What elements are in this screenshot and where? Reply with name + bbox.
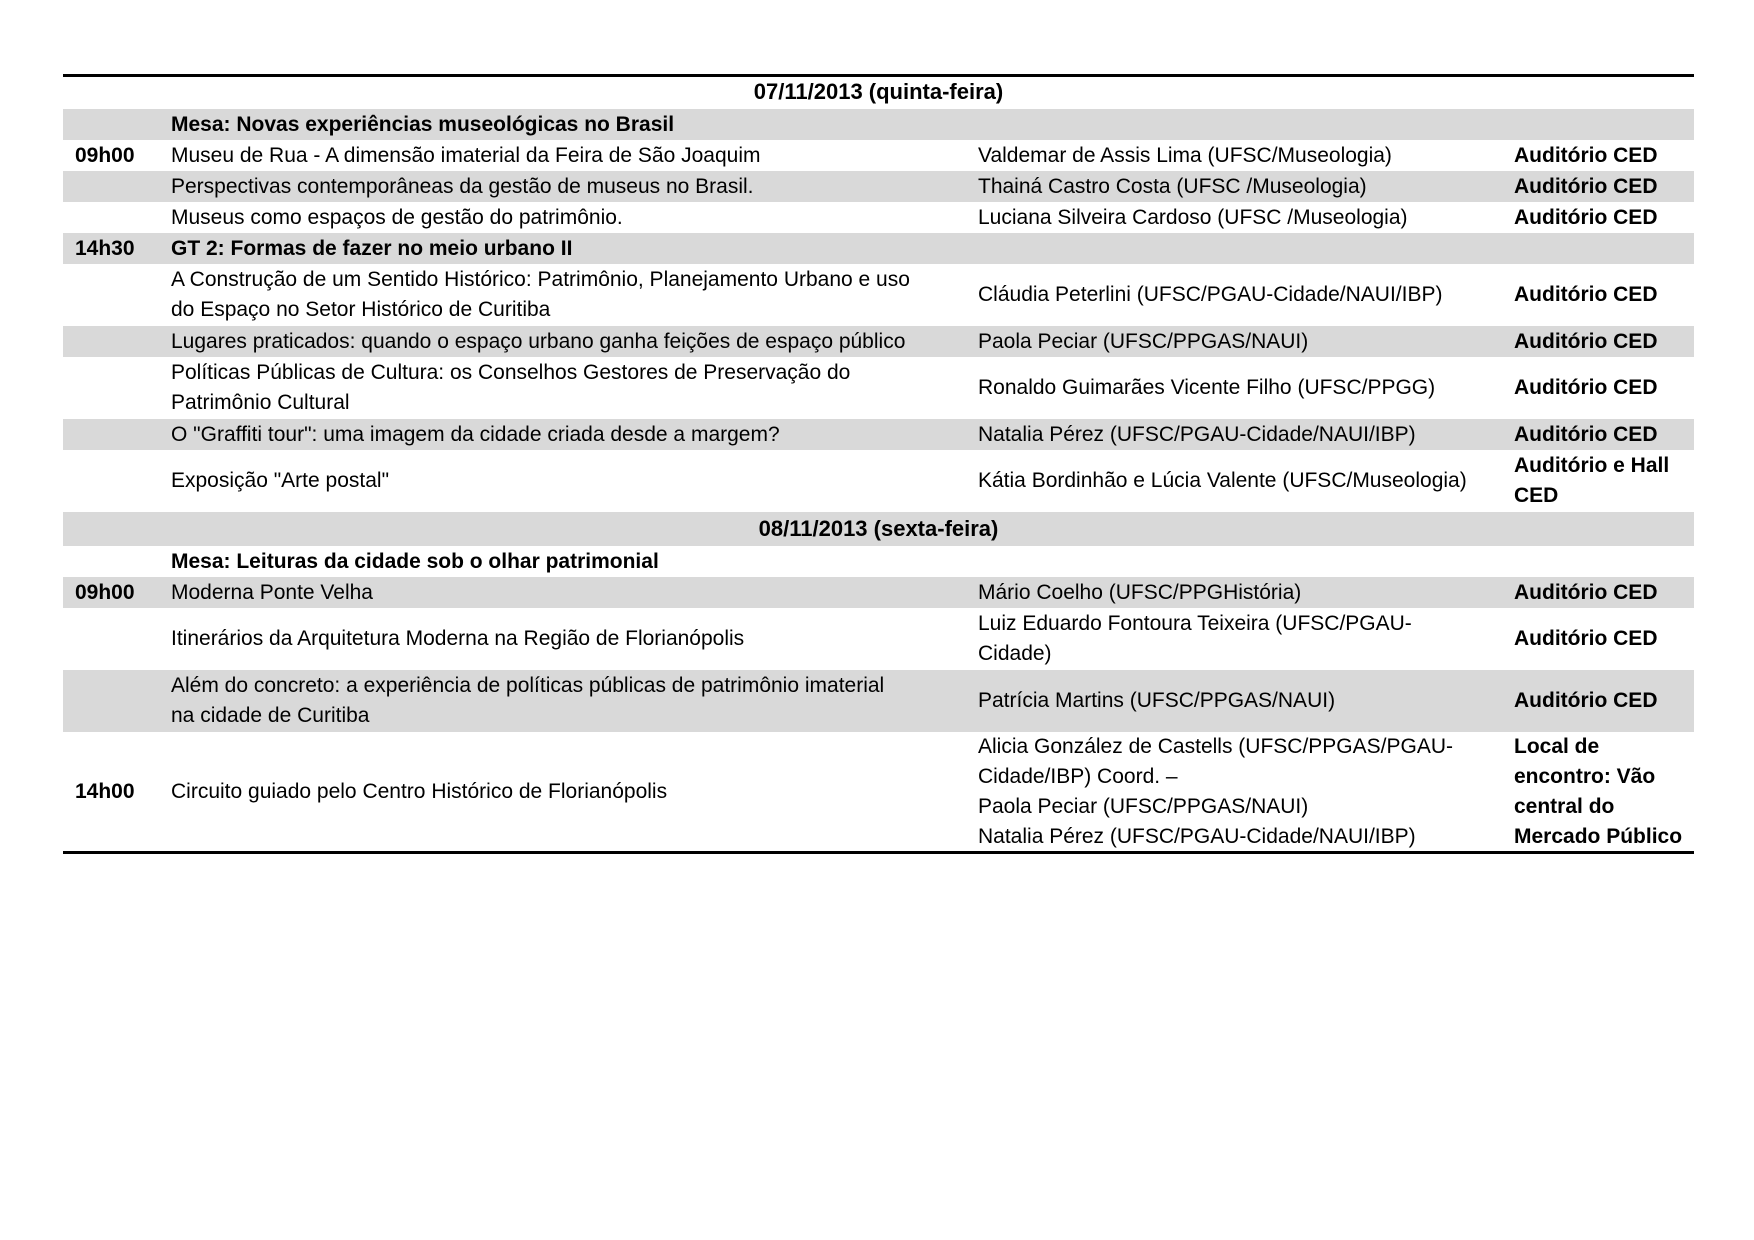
talk-title: Museu de Rua - A dimensão imaterial da Feira de São Joaquim xyxy=(171,143,761,167)
place-cell: Auditório CED xyxy=(1503,326,1694,357)
time-cell: 09h00 xyxy=(63,577,160,608)
time-cell: 09h00 xyxy=(75,143,135,167)
place-cell: Auditório CED xyxy=(1514,283,1658,306)
speaker-cell: Luiz Eduardo Fontoura Teixeira (UFSC/PGAU- Cidade) xyxy=(978,612,1412,665)
place-cell: Auditório e Hall CED xyxy=(1514,454,1670,507)
place-cell: Auditório CED xyxy=(1503,577,1694,608)
table-row xyxy=(63,577,1694,608)
time-cell: 14h00 xyxy=(75,780,135,803)
table-bottom-rule xyxy=(63,851,1694,854)
speaker-cell: Thainá Castro Costa (UFSC /Museologia) xyxy=(967,171,1503,202)
speaker-cell: Cláudia Peterlini (UFSC/PGAU-Cidade/NAUI/IBP) xyxy=(978,283,1443,306)
place-cell: Auditório CED xyxy=(1503,419,1694,450)
session-row xyxy=(63,546,1694,577)
speaker-cell: Alicia González de Castells (UFSC/PPGAS/PGAU- Cidade/IBP) Coord. – Paola Peciar (UFSC/PPGAS/NAUI) Natalia Pérez (UFSC/PGAU-Cidade/NAUI/IBP) xyxy=(978,735,1453,848)
talk-title: O "Graffiti tour": uma imagem da cidade criada desde a margem? xyxy=(160,419,967,450)
talk-title: A Construção de um Sentido Histórico: Patrimônio, Planejamento Urbano e uso do Espaço no Setor Histórico de Curitiba xyxy=(171,268,910,321)
date-heading: 08/11/2013 (sexta-feira) xyxy=(63,512,1694,546)
talk-title: Além do concreto: a experiência de políticas públicas de patrimônio imaterial na cidade de Curitiba xyxy=(160,670,967,732)
table-row xyxy=(63,608,1694,670)
table-row xyxy=(63,140,1694,171)
talk-title: Moderna Ponte Velha xyxy=(160,577,967,608)
table-row xyxy=(63,732,1694,852)
speaker-cell: Valdemar de Assis Lima (UFSC/Museologia) xyxy=(978,143,1392,167)
talk-title: Itinerários da Arquitetura Moderna na Região de Florianópolis xyxy=(171,627,745,650)
session-row xyxy=(63,109,1694,140)
talk-title: Lugares praticados: quando o espaço urbano ganha feições de espaço público xyxy=(160,326,967,357)
date-heading: 07/11/2013 (quinta-feira) xyxy=(753,79,1004,104)
talk-title: Exposição "Arte postal" xyxy=(171,469,390,492)
speaker-cell: Mário Coelho (UFSC/PPGHistória) xyxy=(967,577,1503,608)
table-row xyxy=(63,357,1694,419)
session-title: GT 2: Formas de fazer no meio urbano II xyxy=(160,233,1694,264)
table-row xyxy=(63,450,1694,512)
talk-title: Museus como espaços de gestão do patrimônio. xyxy=(171,205,623,229)
place-cell: Local de encontro: Vão central do Mercado Público xyxy=(1514,735,1683,848)
session-row xyxy=(63,233,1694,264)
table-row xyxy=(63,171,1694,202)
table-row xyxy=(63,264,1694,326)
place-cell: Auditório CED xyxy=(1514,143,1658,167)
date-row-day-1 xyxy=(63,75,1694,109)
time-cell: 14h30 xyxy=(63,233,160,264)
table-row xyxy=(63,670,1694,732)
date-row-day-2 xyxy=(63,512,1694,546)
speaker-cell: Kátia Bordinhão e Lúcia Valente (UFSC/Museologia) xyxy=(978,469,1467,492)
place-cell: Auditório CED xyxy=(1514,205,1658,229)
talk-title: Perspectivas contemporâneas da gestão de museus no Brasil. xyxy=(160,171,967,202)
session-title: Mesa: Leituras da cidade sob o olhar patrimonial xyxy=(171,549,659,573)
speaker-cell: Ronaldo Guimarães Vicente Filho (UFSC/PPGG) xyxy=(978,376,1436,399)
table-row xyxy=(63,326,1694,357)
talk-title: Circuito guiado pelo Centro Histórico de Florianópolis xyxy=(171,780,668,803)
speaker-cell: Patrícia Martins (UFSC/PPGAS/NAUI) xyxy=(967,670,1503,732)
speaker-cell: Luciana Silveira Cardoso (UFSC /Museologia) xyxy=(978,205,1408,229)
table-row xyxy=(63,419,1694,450)
place-cell: Auditório CED xyxy=(1514,376,1658,399)
place-cell: Auditório CED xyxy=(1503,670,1694,732)
talk-title: Políticas Públicas de Cultura: os Conselhos Gestores de Preservação do Patrimônio Cultural xyxy=(171,361,851,414)
schedule-table xyxy=(63,75,1694,852)
place-cell: Auditório CED xyxy=(1503,171,1694,202)
table-row xyxy=(63,202,1694,233)
speaker-cell: Natalia Pérez (UFSC/PGAU-Cidade/NAUI/IBP) xyxy=(967,419,1503,450)
session-title: Mesa: Novas experiências museológicas no Brasil xyxy=(160,109,1694,140)
speaker-cell: Paola Peciar (UFSC/PPGAS/NAUI) xyxy=(967,326,1503,357)
place-cell: Auditório CED xyxy=(1514,627,1658,650)
